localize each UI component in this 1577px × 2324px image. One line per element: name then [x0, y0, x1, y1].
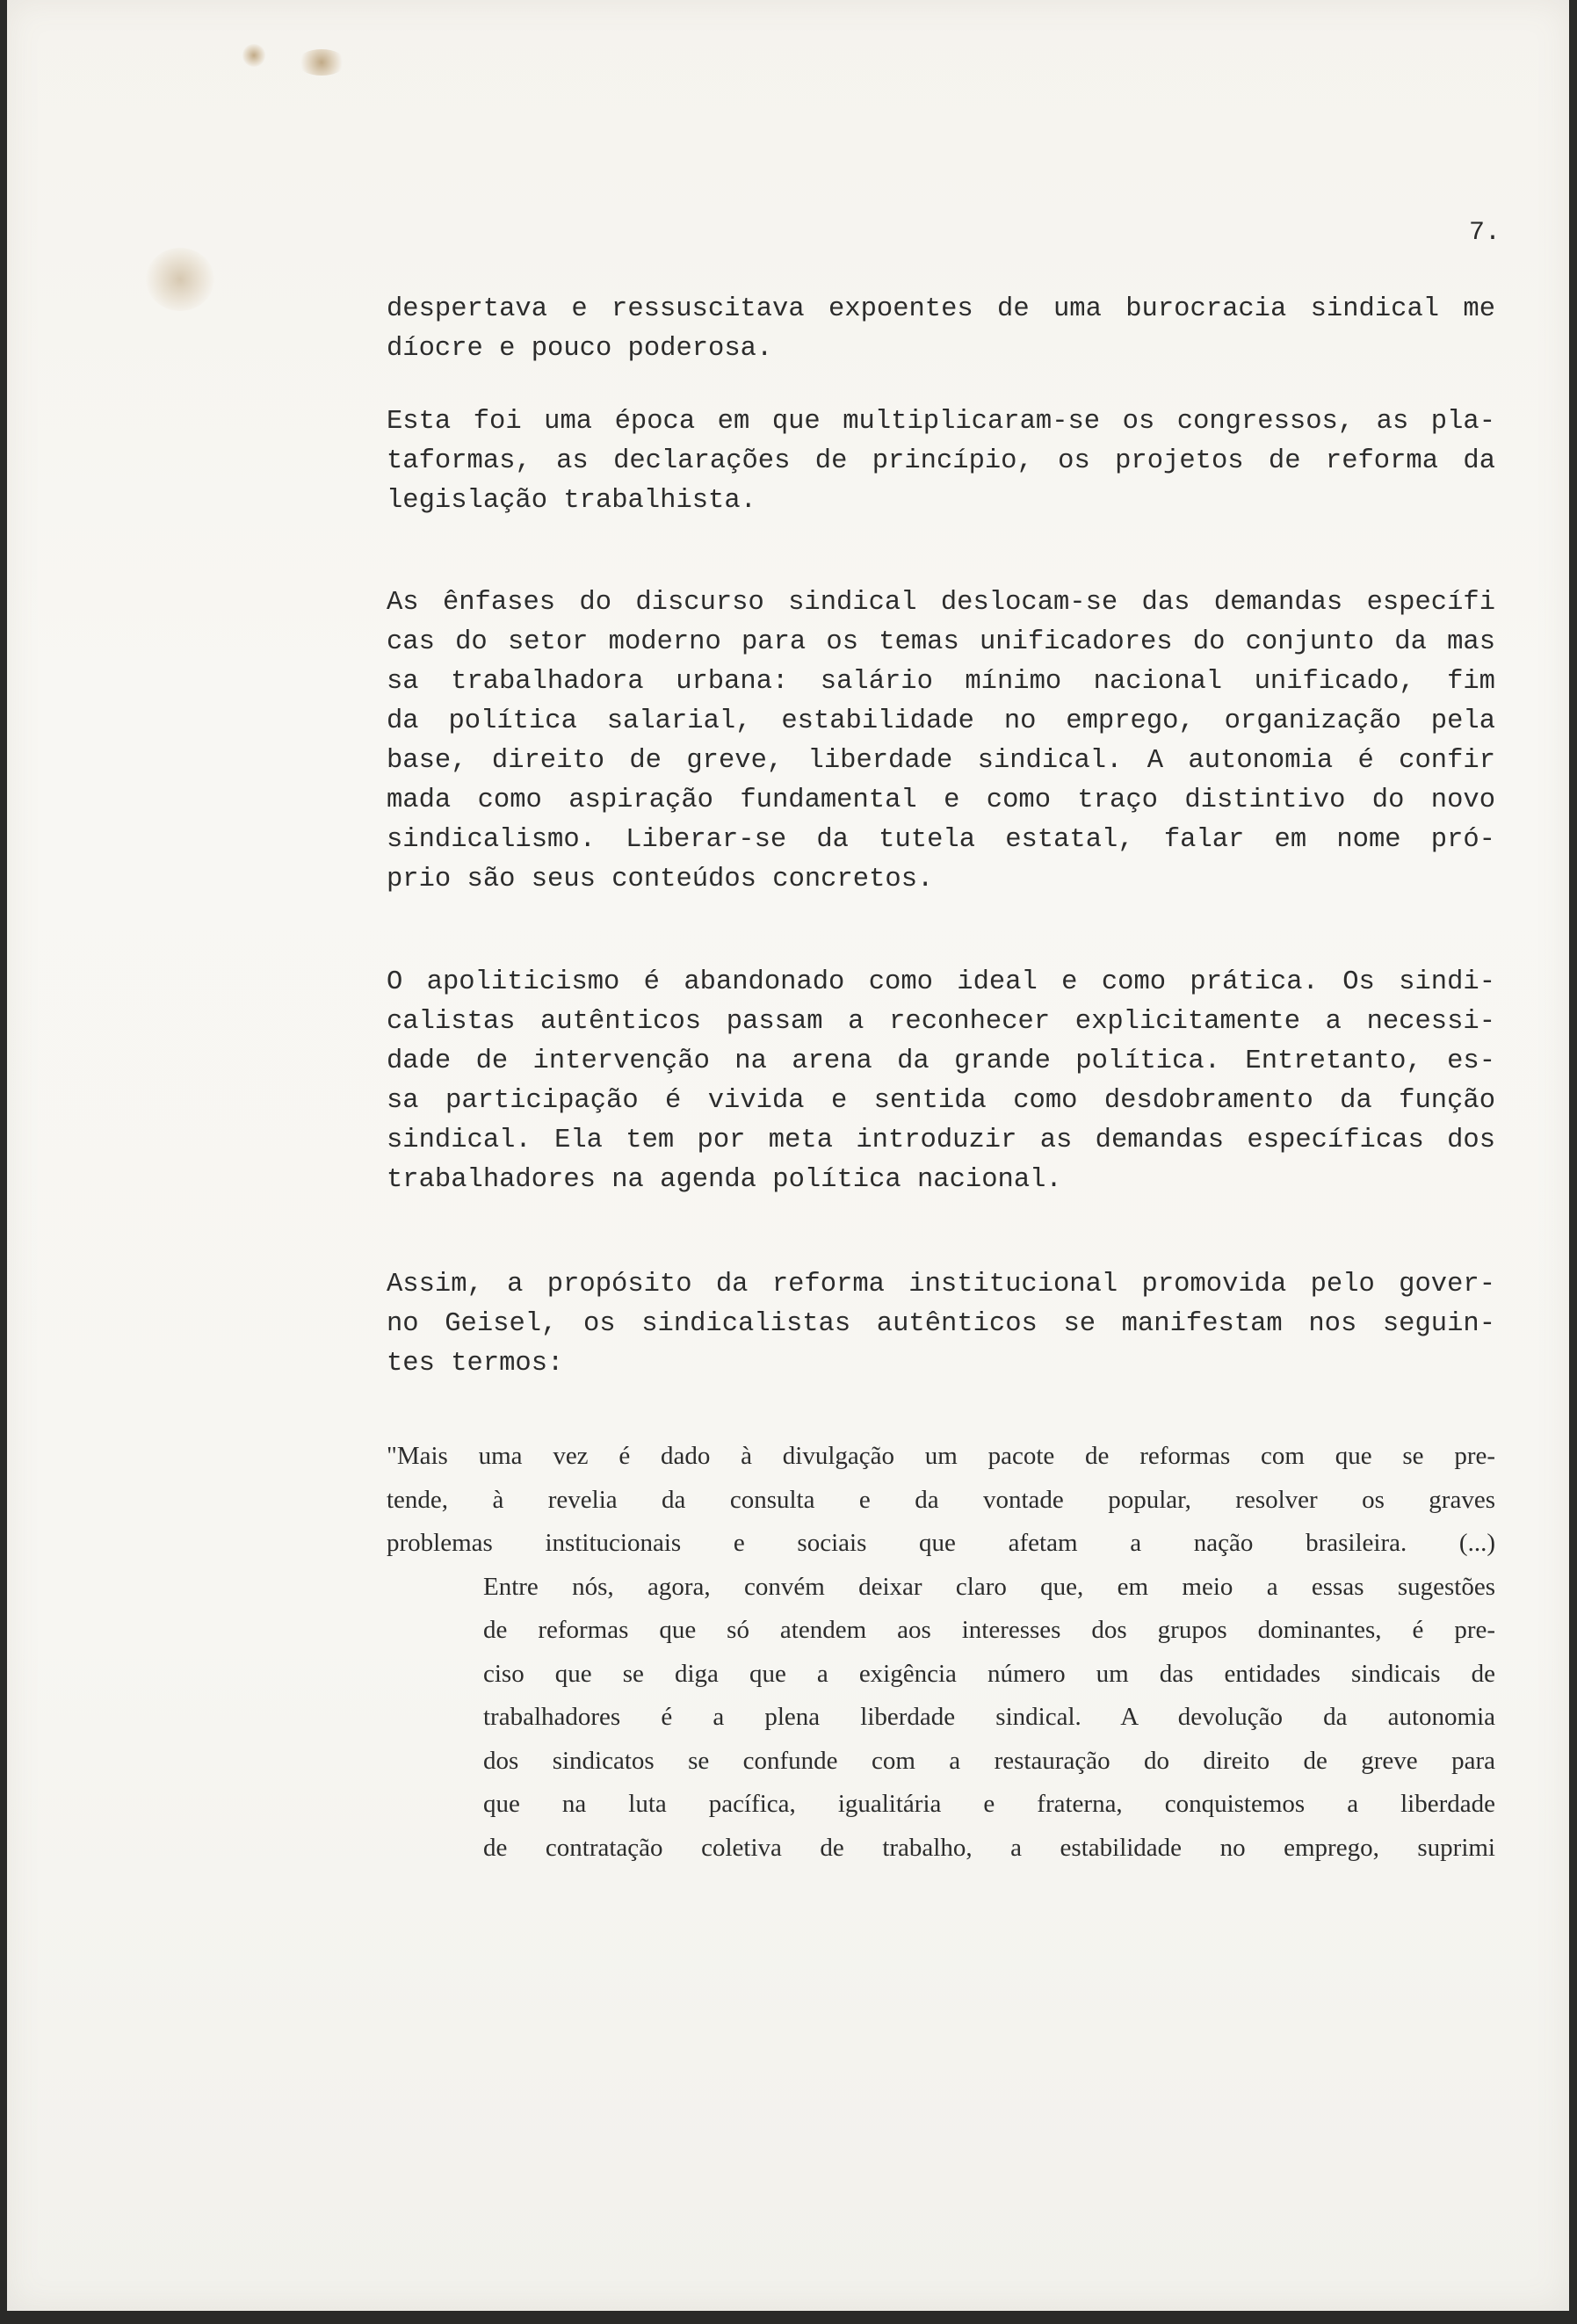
text-line: prio são seus conteúdos concretos. [387, 865, 934, 894]
text-line: Esta foi uma época em que multiplicaram-se os congressos, as pla- [387, 407, 1495, 437]
text-line: O apoliticismo é abandonado como ideal e como prática. Os sindi- [387, 967, 1495, 997]
quote-line: Entre nós, agora, convém deixar claro que, em meio a essas sugestões [483, 1572, 1495, 1601]
quote-line: problemas institucionais e sociais que afetam a nação brasileira. (...) [387, 1529, 1495, 1557]
quote-line: "Mais uma vez é dado à divulgação um pacote de reformas com que se pre- [387, 1442, 1495, 1470]
quote-line: ciso que se diga que a exigência número um das entidades sindicais de [483, 1659, 1495, 1688]
quote-line: de reformas que só atendem aos interesses dos grupos dominantes, é pre- [483, 1616, 1495, 1644]
text-line: cas do setor moderno para os temas unificadores do conjunto da mas [387, 627, 1495, 657]
text-line: taformas, as declarações de princípio, os projetos de reforma da [387, 446, 1495, 476]
text-line: legislação trabalhista. [387, 486, 756, 516]
paragraph [387, 290, 1495, 369]
text-line: sindicalismo. Liberar-se da tutela estatal, falar em nome pró- [387, 825, 1495, 855]
text-line: sa trabalhadora urbana: salário mínimo nacional unificado, fim [387, 667, 1495, 697]
paragraph [387, 402, 1495, 521]
text-line: Assim, a propósito da reforma institucional promovida pelo gover- [387, 1270, 1495, 1300]
text-line: tes termos: [387, 1349, 564, 1379]
text-line: no Geisel, os sindicalistas autênticos se manifestam nos seguin- [387, 1309, 1495, 1339]
text-line: As ênfases do discurso sindical deslocam-se das demandas específi [387, 588, 1495, 618]
paragraph [387, 963, 1495, 1200]
text-line: sa participação é vivida e sentida como desdobramento da função [387, 1086, 1495, 1116]
stain-mark [242, 44, 265, 67]
text-line: base, direito de greve, liberdade sindical. A autonomia é confir [387, 746, 1495, 776]
text-line: díocre e pouco poderosa. [387, 334, 773, 364]
block-quote [387, 1435, 1495, 1870]
text-line: mada como aspiração fundamental e como traço distintivo do novo [387, 786, 1495, 815]
quote-line: trabalhadores é a plena liberdade sindical. A devolução da autonomia [483, 1703, 1495, 1731]
text-line: da política salarial, estabilidade no emprego, organização pela [387, 706, 1495, 736]
page-number: 7. [1469, 218, 1501, 248]
text-line: despertava e ressuscitava expoentes de uma burocracia sindical me [387, 294, 1495, 324]
quote-line: tende, à revelia da consulta e da vontade popular, resolver os graves [387, 1485, 1495, 1514]
quote-line: de contratação coletiva de trabalho, a estabilidade no emprego, suprimi [483, 1833, 1495, 1862]
text-line: trabalhadores na agenda política nacional. [387, 1165, 1062, 1195]
document-page [7, 0, 1569, 2311]
text-line: dade de intervenção na arena da grande política. Entretanto, es- [387, 1046, 1495, 1076]
stain-mark [146, 248, 214, 311]
paragraph [387, 583, 1495, 900]
paragraph [387, 1265, 1495, 1384]
stain-mark [297, 49, 346, 76]
quote-line: que na luta pacífica, igualitária e fraterna, conquistemos a liberdade [483, 1790, 1495, 1818]
text-line: calistas autênticos passam a reconhecer explicitamente a necessi- [387, 1007, 1495, 1037]
text-line: sindical. Ela tem por meta introduzir as demandas específicas dos [387, 1126, 1495, 1155]
quote-line: dos sindicatos se confunde com a restauração do direito de greve para [483, 1746, 1495, 1775]
